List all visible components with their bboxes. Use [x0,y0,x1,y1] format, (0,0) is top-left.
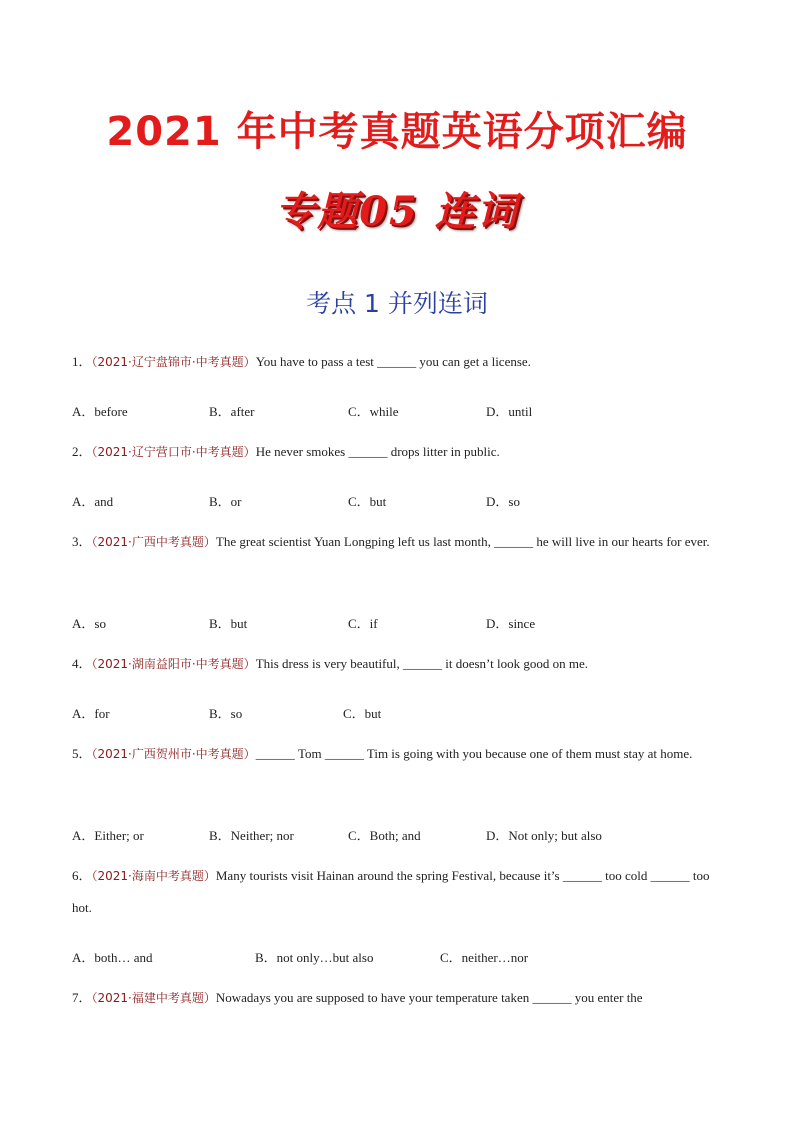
option-a: A．before [72,404,128,419]
question-number: 6． [72,868,92,883]
question-number: 3． [72,534,92,549]
option-b: B．or [209,494,242,509]
question-2-options [72,491,732,511]
option-b: B．Neither; nor [209,828,294,843]
question-source: （2021·湖南益阳市·中考真题） [91,657,256,671]
topic-subtitle: 专题05 连词 [275,188,519,235]
option-c: C．if [348,616,378,631]
question-text: This dress is very beautiful, ______ it doesn’t look good on me. [255,656,588,671]
question-1-options [72,401,732,421]
question-source: （2021·辽宁盘锦市·中考真题） [91,355,256,369]
question-2 [72,436,732,468]
question-5 [72,738,732,770]
option-a: A．both… and [72,950,153,965]
option-b: B．so [209,706,243,721]
option-c: C．Both; and [348,828,421,843]
question-7 [72,982,732,1014]
question-text: Nowadays you are supposed to have your temperature taken ______ you enter the [215,990,643,1005]
option-a: A．and [72,494,114,509]
page-title: 2021 年中考真题英语分项汇编 [106,109,688,155]
question-number: 1． [72,354,92,369]
option-c: C．but [343,706,382,721]
question-4-options [72,703,732,723]
question-number: 5． [72,746,92,761]
option-b: B．not only…but also [255,950,374,965]
option-c: C．while [348,404,399,419]
question-3 [72,526,732,558]
question-number: 7． [72,990,92,1005]
question-1 [72,346,732,378]
section-heading: 考点 1 并列连词 [306,289,488,318]
question-5-options [72,825,732,845]
option-b: B．after [209,404,255,419]
question-text: You have to pass a test ______ you can get a license. [255,354,531,369]
option-c: C．neither…nor [440,950,529,965]
question-6 [72,860,732,924]
question-3-options [72,613,732,633]
option-d: D．until [486,404,533,419]
question-source: （2021·海南中考真题） [91,869,216,883]
question-source: （2021·广西贺州市·中考真题） [91,747,256,761]
question-text: He never smokes ______ drops litter in public. [255,444,500,459]
question-number: 4． [72,656,92,671]
option-d: D．Not only; but also [486,828,602,843]
question-number: 2． [72,444,92,459]
option-b: B．but [209,616,248,631]
question-source: （2021·福建中考真题） [91,991,216,1005]
question-6-options [72,947,732,967]
question-text: ______ Tom ______ Tim is going with you because one of them must stay at home. [255,746,693,761]
option-a: A．Either; or [72,828,144,843]
question-source: （2021·广西中考真题） [91,535,216,549]
option-c: C．but [348,494,387,509]
option-a: A．so [72,616,106,631]
option-d: D．so [486,494,520,509]
question-4 [72,648,732,680]
question-source: （2021·辽宁营口市·中考真题） [91,445,256,459]
question-text: The great scientist Yuan Longping left us last month, ______ he will live in our hearts for ever. [215,534,710,549]
option-a: A．for [72,706,110,721]
question-text: Many tourists visit Hainan around the spring Festival, because it’s ______ too cold ______ too hot. [72,868,710,915]
option-d: D．since [486,616,536,631]
